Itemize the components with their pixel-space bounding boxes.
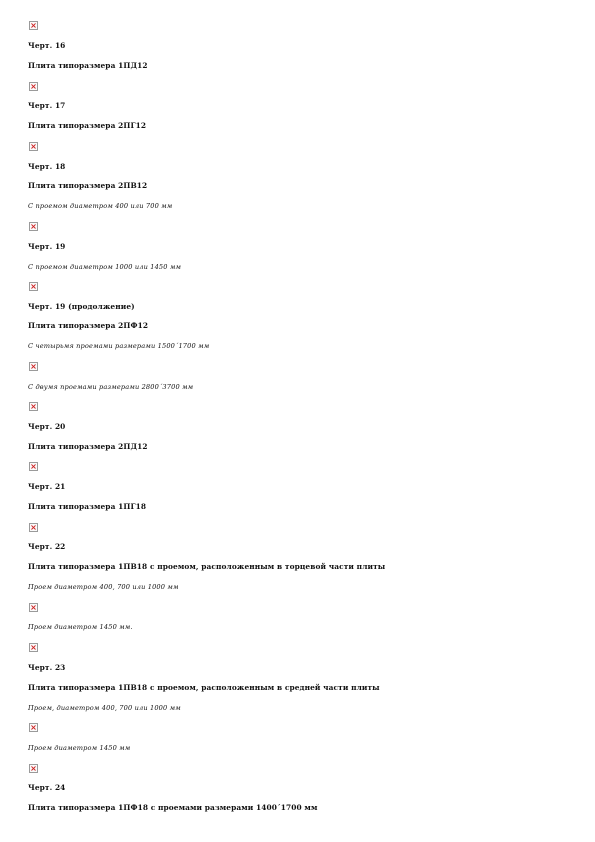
slab-title: Плита типоразмера 2ПД12 [28, 442, 148, 451]
slab-title: Плита типоразмера 2ПВ12 [28, 181, 148, 190]
slab-title: Плита типоразмера 1ПВ18 с проемом, расположенным в торцевой части плиты [28, 562, 386, 571]
broken-image-icon [29, 603, 38, 612]
broken-image-icon [29, 142, 38, 151]
broken-image-icon [29, 764, 38, 773]
drawing-caption: Черт. 20 [28, 422, 66, 431]
opening-subtitle: С четырьмя проемами размерами 1500´1700 мм [28, 342, 210, 350]
slab-title: Плита типоразмера 1ПГ18 [28, 502, 147, 511]
drawing-caption: Черт. 19 [28, 242, 66, 251]
broken-image-icon [29, 643, 38, 652]
broken-image-icon [29, 523, 38, 532]
opening-subtitle: С проемом диаметром 400 или 700 мм [28, 202, 173, 210]
opening-subtitle: С проемом диаметром 1000 или 1450 мм [28, 263, 182, 271]
drawing-caption: Черт. 18 [28, 162, 66, 171]
slab-title: Плита типоразмера 1ПВ18 с проемом, расположенным в средней части плиты [28, 683, 380, 692]
drawing-caption: Черт. 23 [28, 663, 66, 672]
broken-image-icon [29, 282, 38, 291]
slab-title: Плита типоразмера 2ПГ12 [28, 121, 147, 130]
opening-subtitle: Проем диаметром 1450 мм. [28, 623, 133, 631]
broken-image-icon [29, 222, 38, 231]
broken-image-icon [29, 82, 38, 91]
drawing-caption: Черт. 21 [28, 482, 66, 491]
drawing-caption: Черт. 22 [28, 542, 66, 551]
broken-image-icon [29, 362, 38, 371]
drawing-caption: Черт. 17 [28, 101, 66, 110]
opening-subtitle: Проем диаметром 400, 700 или 1000 мм [28, 583, 179, 591]
opening-subtitle: С двумя проемами размерами 2800´3700 мм [28, 383, 194, 391]
slab-title: Плита типоразмера 1ПД12 [28, 61, 148, 70]
broken-image-icon [29, 21, 38, 30]
drawing-caption: Черт. 16 [28, 41, 66, 50]
drawing-caption: Черт. 24 [28, 783, 66, 792]
drawing-caption: Черт. 19 (продолжение) [28, 302, 135, 311]
broken-image-icon [29, 723, 38, 732]
broken-image-icon [29, 402, 38, 411]
broken-image-icon [29, 462, 38, 471]
slab-title: Плита типоразмера 1ПФ18 с проемами размерами 1400´1700 мм [28, 803, 318, 812]
opening-subtitle: Проем, диаметром 400, 700 или 1000 мм [28, 704, 181, 712]
opening-subtitle: Проем диаметром 1450 мм [28, 744, 131, 752]
slab-title: Плита типоразмера 2ПФ12 [28, 321, 149, 330]
